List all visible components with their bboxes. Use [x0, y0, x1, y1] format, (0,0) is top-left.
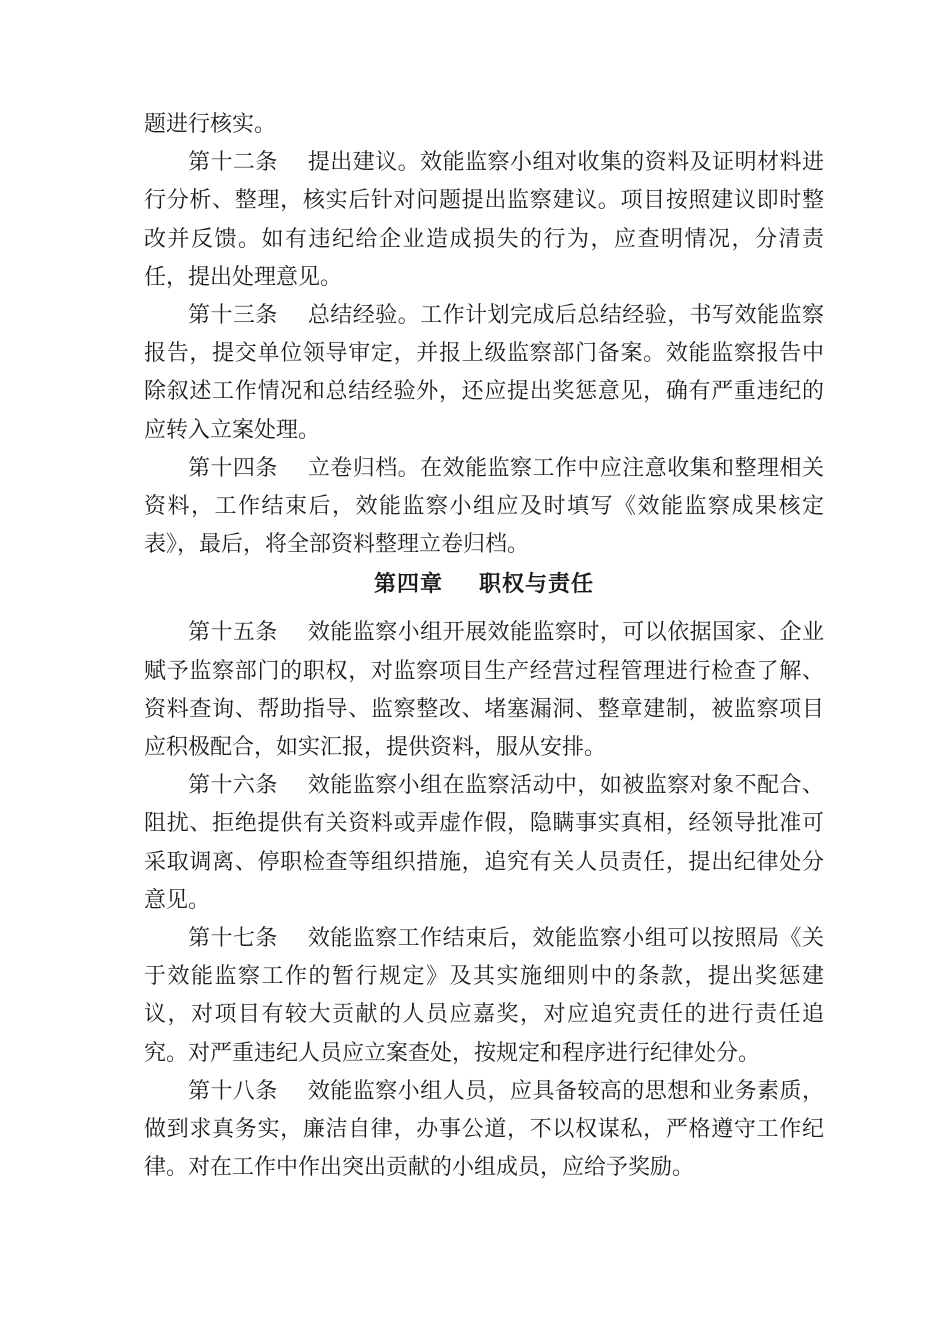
article-number: 第十八条 — [188, 1078, 278, 1104]
document-page — [144, 106, 824, 1187]
article-text: 立卷归档。在效能监察工作中应注意收集和整理相关资料，工作结束后，效能监察小组应及时填写《效能监察成果核定表》，最后，将全部资料整理立卷归档。 — [144, 455, 824, 558]
article-number: 第十五条 — [188, 620, 278, 646]
chapter-number: 第四章 — [373, 572, 443, 598]
article-number: 第十六条 — [188, 773, 278, 799]
article-17 — [144, 920, 824, 1073]
article-12 — [144, 144, 824, 297]
article-text: 提出建议。效能监察小组对收集的资料及证明材料进行分析、整理，核实后针对问题提出监察建议。项目按照建议即时整改并反馈。如有违纪给企业造成损失的行为，应查明情况，分清责任，提出处理意见。 — [144, 150, 824, 290]
article-number: 第十七条 — [188, 926, 278, 952]
article-16 — [144, 767, 824, 920]
article-text: 效能监察工作结束后，效能监察小组可以按照局《关于效能监察工作的暂行规定》及其实施细则中的条款，提出奖惩建议，对项目有较大贡献的人员应嘉奖，对应追究责任的进行责任追究。对严重违纪人员应立案查处，按规定和程序进行纪律处分。 — [144, 926, 824, 1066]
article-text: 总结经验。工作计划完成后总结经验，书写效能监察报告，提交单位领导审定，并报上级监察部门备案。效能监察报告中除叙述工作情况和总结经验外，还应提出奖惩意见，确有严重违纪的应转入立案处理。 — [144, 303, 824, 443]
article-number: 第十二条 — [188, 150, 278, 176]
chapter-title: 职权与责任 — [479, 572, 595, 598]
continuation-text: 题进行核实。 — [144, 112, 277, 137]
article-13 — [144, 297, 824, 450]
article-14 — [144, 450, 824, 565]
article-text: 效能监察小组在监察活动中，如被监察对象不配合、阻扰、拒绝提供有关资料或弄虚作假，隐瞒事实真相，经领导批准可采取调离、停职检查等组织措施，追究有关人员责任，提出纪律处分意见。 — [144, 773, 824, 913]
article-text: 效能监察小组开展效能监察时，可以依据国家、企业赋予监察部门的职权，对监察项目生产经营过程管理进行检查了解、资料查询、帮助指导、监察整改、堵塞漏洞、整章建制，被监察项目应积极配合，如实汇报，提供资料，服从安排。 — [144, 620, 824, 761]
article-15 — [144, 614, 824, 767]
article-text: 效能监察小组人员，应具备较高的思想和业务素质，做到求真务实，廉洁自律，办事公道，不以权谋私，严格遵守工作纪律。对在工作中作出突出贡献的小组成员，应给予奖励。 — [144, 1078, 824, 1181]
article-number: 第十四条 — [188, 455, 278, 481]
article-number: 第十三条 — [188, 303, 278, 329]
article-18 — [144, 1073, 824, 1188]
chapter-heading — [144, 564, 824, 614]
